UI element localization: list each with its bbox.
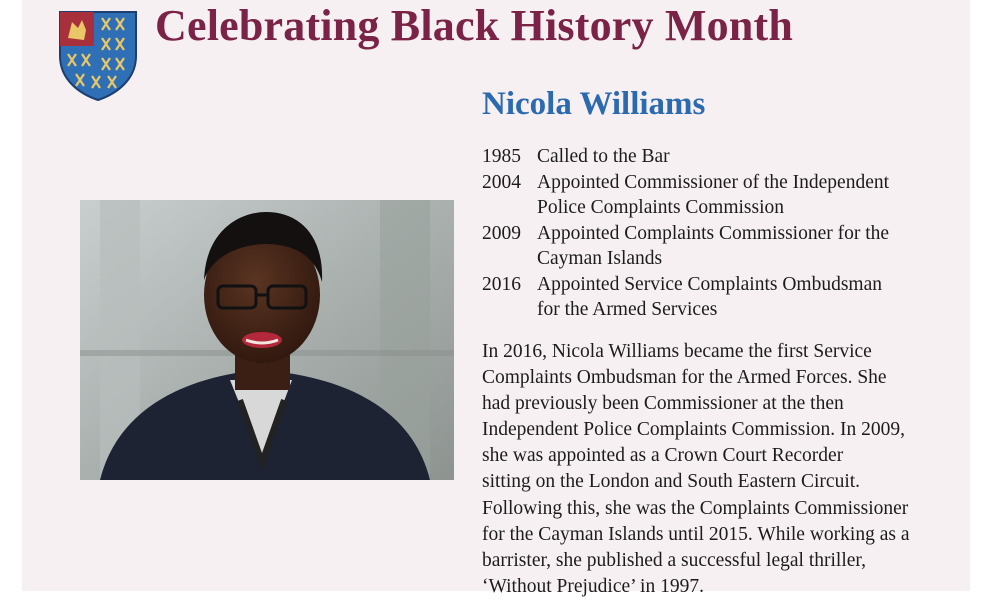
college-crest-icon — [58, 10, 138, 102]
timeline-line: Called to the Bar — [537, 146, 670, 167]
timeline-line: Cayman Islands — [537, 248, 663, 269]
timeline-text — [537, 170, 952, 221]
person-name: Nicola Williams — [482, 86, 706, 122]
timeline-line: Police Complaints Commission — [537, 197, 785, 218]
biography-paragraph — [482, 339, 960, 600]
timeline-text — [537, 144, 952, 170]
portrait-photo — [80, 200, 454, 480]
bio-line: she was appointed as a Crown Court Recorder — [482, 445, 844, 467]
timeline-year: 2016 — [482, 273, 521, 295]
bio-line: barrister, she published a successful legal thriller, — [482, 549, 866, 571]
career-timeline — [482, 144, 952, 323]
timeline-year: 2004 — [482, 171, 521, 193]
timeline-line: Appointed Complaints Commissioner for the — [537, 222, 890, 244]
bio-line: Following this, she was the Complaints Commissioner — [482, 497, 909, 519]
bio-line: In 2016, Nicola Williams became the first Service — [482, 341, 872, 362]
bio-line: sitting on the London and South Eastern Circuit. — [482, 471, 861, 493]
timeline-entry — [482, 272, 952, 323]
bio-line: ‘Without Prejudice’ in 1997. — [482, 575, 704, 597]
timeline-entry — [482, 144, 952, 170]
timeline-line: Appointed Commissioner of the Independent — [537, 171, 890, 193]
bio-line: for the Cayman Islands until 2015. While working as a — [482, 523, 910, 545]
timeline-entry — [482, 221, 952, 272]
timeline-text — [537, 221, 952, 272]
timeline-line: for the Armed Services — [537, 299, 718, 320]
timeline-entry — [482, 170, 952, 221]
timeline-year: 1985 — [482, 146, 521, 167]
timeline-year: 2009 — [482, 222, 521, 244]
bio-line: Independent Police Complaints Commission. In 2009, — [482, 419, 906, 441]
page-title: Celebrating Black History Month — [155, 1, 794, 50]
bio-line: had previously been Commissioner at the then — [482, 393, 844, 415]
timeline-text — [537, 272, 952, 323]
bio-line: Complaints Ombudsman for the Armed Forces. She — [482, 367, 887, 389]
timeline-line: Appointed Service Complaints Ombudsman — [537, 273, 883, 295]
